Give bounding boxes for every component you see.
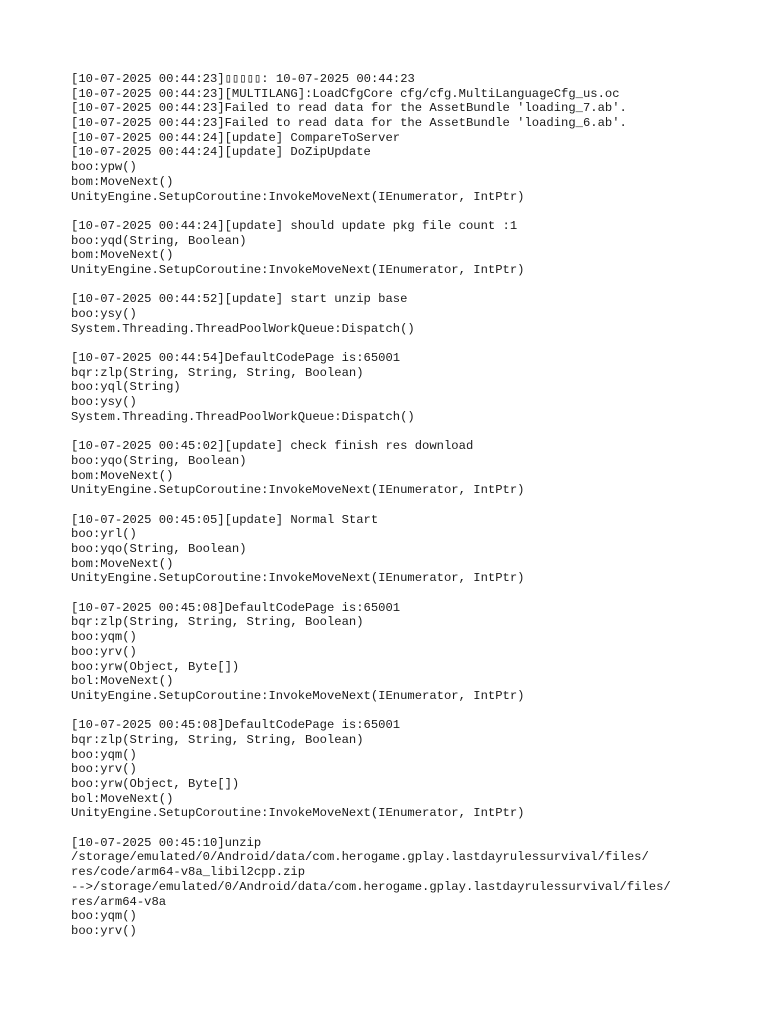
log-line: boo:yqm() — [71, 909, 137, 924]
log-line: [10-07-2025 00:45:08]DefaultCodePage is:65001 — [71, 718, 401, 733]
log-line: [10-07-2025 00:45:02][update] check finish res download — [71, 439, 474, 454]
log-line: boo:yrw(Object, Byte[]) — [71, 777, 240, 791]
log-line: boo:yqm() — [71, 630, 137, 645]
log-line: [10-07-2025 00:44:23]Failed to read data for the AssetBundle 'loading_7.ab'. — [71, 101, 627, 116]
log-line: [10-07-2025 00:45:08]DefaultCodePage is:65001 — [71, 600, 401, 615]
log-line: [10-07-2025 00:44:24][update] should update pkg file count :1 — [71, 218, 518, 233]
log-line: [10-07-2025 00:44:24][update] DoZipUpdate — [71, 145, 371, 160]
log-line: [10-07-2025 00:45:10]unzip — [71, 835, 262, 850]
log-line: UnityEngine.SetupCoroutine:InvokeMoveNext(IEnumerator, IntPtr) — [71, 262, 525, 277]
log-line — [71, 498, 728, 513]
log-line: boo:yqm() — [71, 747, 137, 762]
log-line: boo:yrw(Object, Byte[]) — [71, 659, 240, 674]
log-line: bqr:zlp(String, String, String, Boolean) — [71, 615, 364, 630]
log-line: [10-07-2025 00:44:23]Failed to read data for the AssetBundle 'loading_6.ab'. — [71, 116, 627, 131]
log-line — [71, 425, 728, 440]
log-line: [10-07-2025 00:44:52][update] start unzip base — [71, 292, 408, 307]
log-line — [71, 821, 728, 836]
log-document — [71, 72, 728, 939]
log-line — [71, 204, 728, 219]
log-line — [71, 278, 728, 293]
log-line: res/code/arm64-v8a_libil2cpp.zip — [71, 865, 306, 880]
log-line: bom:MoveNext() — [71, 556, 174, 571]
log-line: bol:MoveNext() — [71, 674, 174, 689]
log-line — [71, 336, 728, 351]
log-line — [71, 586, 728, 601]
log-line: boo:ysy() — [71, 395, 137, 410]
log-line: [10-07-2025 00:44:23][MULTILANG]:LoadCfgCore cfg/cfg.MultiLanguageCfg_us.oc — [71, 86, 620, 101]
log-line: bom:MoveNext() — [71, 248, 174, 263]
log-line: /storage/emulated/0/Android/data/com.herogame.gplay.lastdayrulessurvival/files/ — [71, 850, 649, 865]
log-line: bom:MoveNext() — [71, 468, 174, 483]
log-line: UnityEngine.SetupCoroutine:InvokeMoveNext(IEnumerator, IntPtr) — [71, 483, 525, 498]
log-line: boo:yrl() — [71, 527, 137, 542]
log-line: bol:MoveNext() — [71, 791, 174, 806]
log-line: -->/storage/emulated/0/Android/data/com.herogame.gplay.lastdayrulessurvival/files/ — [71, 879, 671, 894]
log-line: bqr:zlp(String, String, String, Boolean) — [71, 732, 364, 747]
log-line: UnityEngine.SetupCoroutine:InvokeMoveNext(IEnumerator, IntPtr) — [71, 189, 525, 204]
log-line: System.Threading.ThreadPoolWorkQueue:Dispatch() — [71, 409, 415, 424]
log-line: boo:ypw() — [71, 160, 137, 175]
log-line: [10-07-2025 00:44:24][update] CompareToServer — [71, 130, 401, 145]
log-line: boo:yql(String) — [71, 380, 181, 395]
log-line: boo:yqo(String, Boolean) — [71, 542, 247, 556]
log-line: [10-07-2025 00:44:23]▯▯▯▯▯: 10-07-2025 00:44:23 — [71, 72, 415, 86]
log-line: System.Threading.ThreadPoolWorkQueue:Dispatch() — [71, 321, 415, 336]
log-line: boo:yrv() — [71, 644, 137, 659]
log-line: res/arm64-v8a — [71, 894, 167, 909]
log-line: boo:ysy() — [71, 307, 137, 321]
log-line: UnityEngine.SetupCoroutine:InvokeMoveNext(IEnumerator, IntPtr) — [71, 688, 525, 703]
log-line — [71, 704, 728, 719]
log-line: boo:yqo(String, Boolean) — [71, 453, 247, 468]
log-line: bqr:zlp(String, String, String, Boolean) — [71, 365, 364, 380]
log-line: [10-07-2025 00:45:05][update] Normal Start — [71, 512, 379, 527]
log-line: UnityEngine.SetupCoroutine:InvokeMoveNext(IEnumerator, IntPtr) — [71, 806, 525, 821]
log-line: bom:MoveNext() — [71, 174, 174, 189]
log-line: boo:yqd(String, Boolean) — [71, 233, 247, 248]
log-line: [10-07-2025 00:44:54]DefaultCodePage is:65001 — [71, 351, 401, 366]
log-line: boo:yrv() — [71, 923, 137, 938]
log-line: UnityEngine.SetupCoroutine:InvokeMoveNext(IEnumerator, IntPtr) — [71, 571, 525, 586]
log-line: boo:yrv() — [71, 762, 137, 777]
